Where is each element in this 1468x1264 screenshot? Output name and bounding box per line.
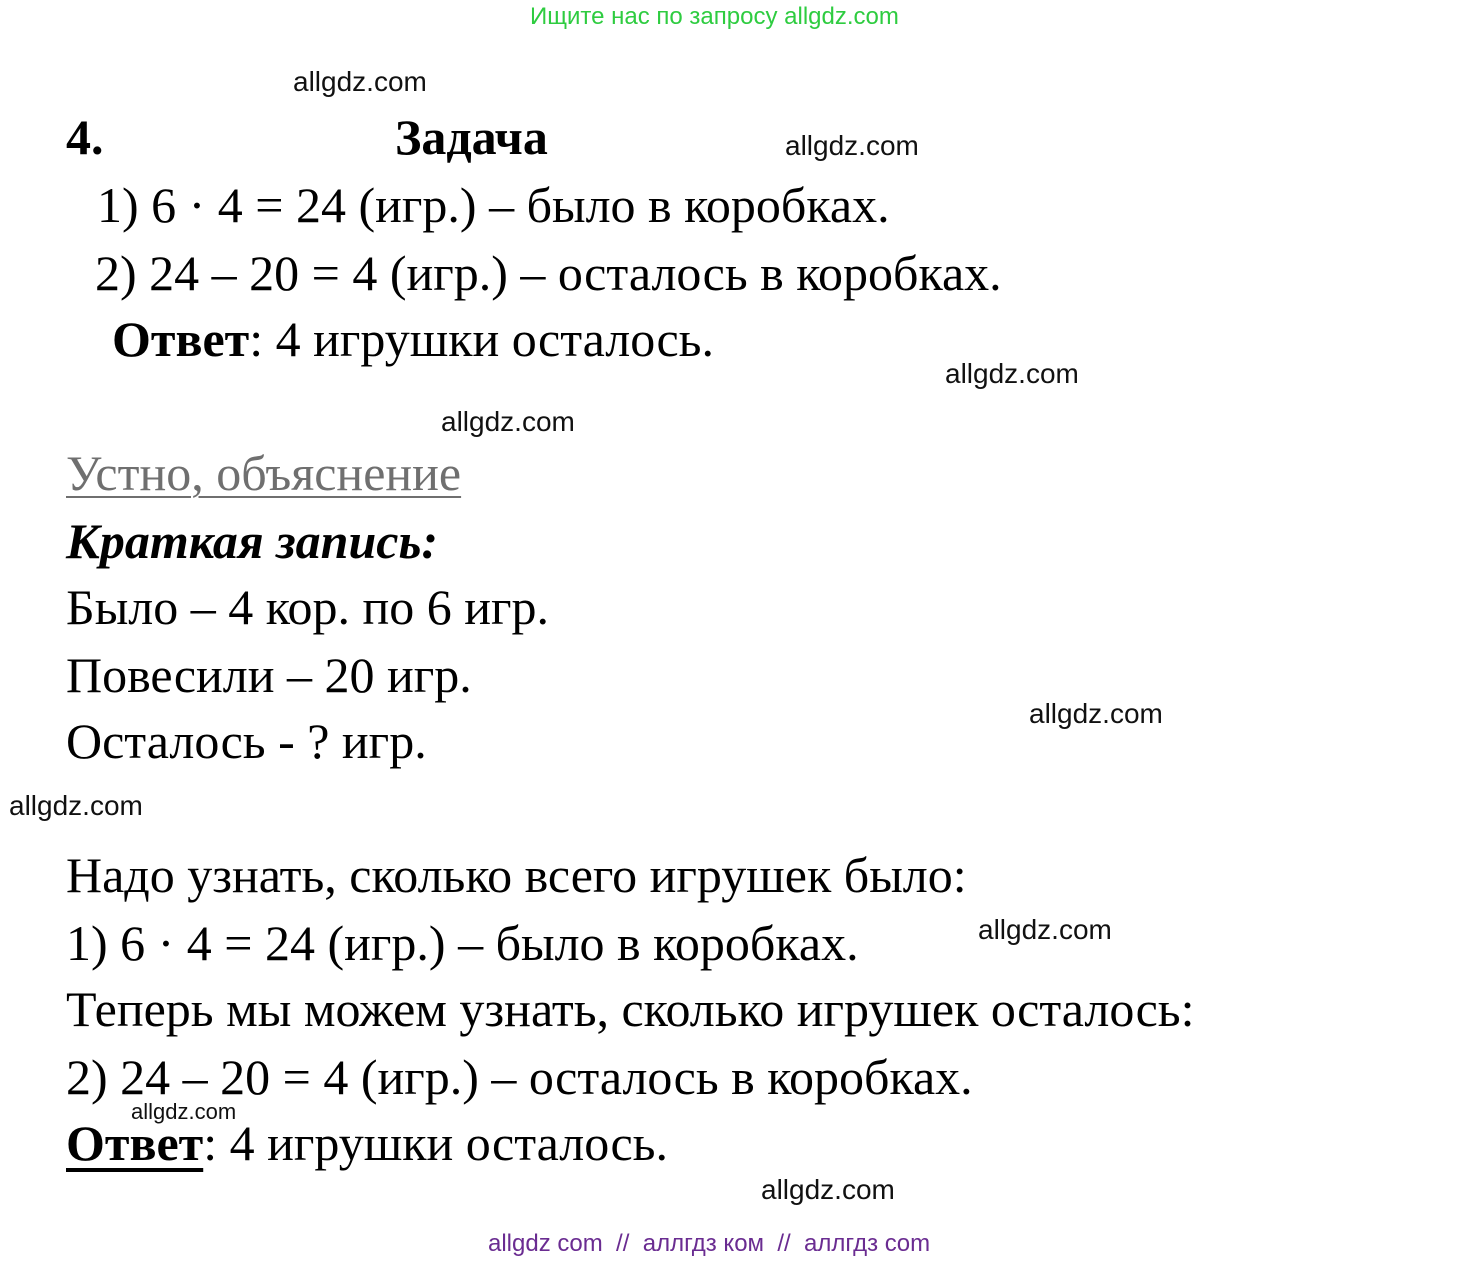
explain-line-1: Надо узнать, сколько всего игрушек было: xyxy=(66,847,967,903)
watermark: allgdz.com xyxy=(945,358,1079,389)
solution-step-1: 1) 6 · 4 = 24 (игр.) – было в коробках. xyxy=(97,177,890,233)
task-title: Задача xyxy=(395,109,548,165)
watermark: allgdz.com xyxy=(9,790,143,821)
answer-label: Ответ xyxy=(112,311,250,367)
watermark: allgdz.com xyxy=(441,406,575,437)
task-number: 4. xyxy=(66,109,104,165)
oral-answer xyxy=(66,1114,668,1172)
watermark: allgdz.com xyxy=(785,130,919,161)
solution-answer xyxy=(112,310,714,368)
explain-line-2: Теперь мы можем узнать, сколько игрушек осталось: xyxy=(66,981,1195,1037)
oral-heading: Устно, объяснение xyxy=(66,445,462,501)
oral-answer-label: Ответ xyxy=(66,1115,204,1171)
watermark: allgdz.com xyxy=(1029,698,1163,729)
short-note-line-1: Было – 4 кор. по 6 игр. xyxy=(66,579,550,635)
oral-answer-text: : 4 игрушки осталось. xyxy=(203,1115,668,1171)
watermark: allgdz.com xyxy=(131,1099,237,1124)
explain-step-2: 2) 24 – 20 = 4 (игр.) – осталось в коробках. xyxy=(66,1049,973,1105)
short-note-line-2: Повесили – 20 игр. xyxy=(66,647,472,703)
watermark: allgdz.com xyxy=(293,66,427,97)
watermark: allgdz.com xyxy=(761,1174,895,1205)
solution-step-2: 2) 24 – 20 = 4 (игр.) – осталось в коробках. xyxy=(95,245,1002,301)
top-banner: Ищите нас по запросу allgdz.com xyxy=(530,3,899,30)
bottom-banner: allgdz com // аллгдз ком // аллгдз com xyxy=(488,1230,931,1257)
watermark: allgdz.com xyxy=(978,914,1112,945)
short-note-heading: Краткая запись: xyxy=(66,513,438,569)
answer-text: : 4 игрушки осталось. xyxy=(249,311,714,367)
short-note-line-3: Осталось - ? игр. xyxy=(66,713,427,769)
explain-step-1: 1) 6 · 4 = 24 (игр.) – было в коробках. xyxy=(66,915,859,971)
